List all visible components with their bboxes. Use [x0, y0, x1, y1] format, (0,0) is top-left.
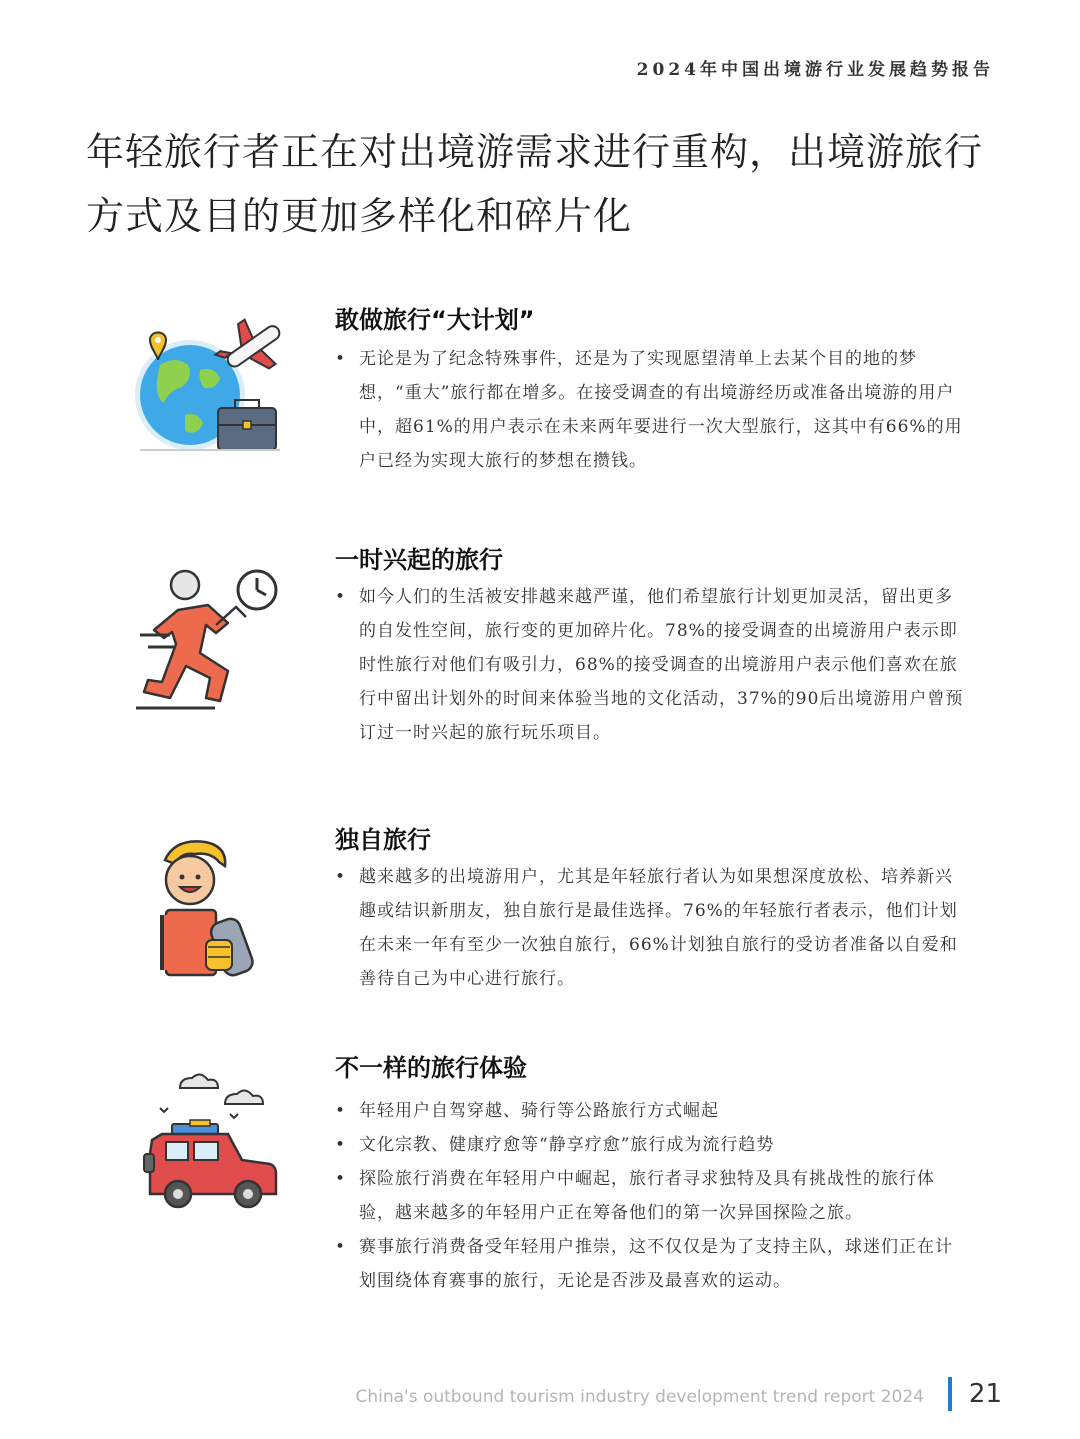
report-header-title: 2024年中国出境游行业发展趋势报告: [636, 60, 994, 80]
footer-divider: [948, 1377, 952, 1411]
bullet-list: [335, 860, 965, 996]
section-solo-travel: [0, 820, 1080, 1020]
section-spontaneous: [0, 540, 1080, 770]
list-item: • 文化宗教、健康疗愈等“静享疗愈”旅行成为流行趋势: [335, 1128, 965, 1162]
bullet-list: [335, 1094, 965, 1298]
list-item: • 无论是为了纪念特殊事件，还是为了实现愿望清单上去某个目的地的梦想，“重大”旅行都在增多。在接受调查的有出境游经历或准备出境游的用户中，超61%的用户表示在未来两年要进行一次大型旅行，这其中有66%的用户已经为实现大旅行的梦想在攒钱。: [335, 342, 965, 478]
backpacker-icon: [130, 835, 290, 985]
globe-plane-suitcase-icon: [130, 310, 290, 460]
list-item: • 赛事旅行消费备受年轻用户推崇，这不仅仅是为了支持主队，球迷们正在计划围绕体育赛事的旅行，无论是否涉及最喜欢的运动。: [335, 1230, 965, 1298]
page-title: 年轻旅行者正在对出境游需求进行重构，出境游旅行方式及目的更加多样化和碎片化: [86, 130, 984, 238]
page-number: 21: [968, 1379, 1002, 1409]
running-person-clock-icon: [130, 565, 290, 715]
section-title: 独自旅行: [335, 826, 431, 854]
bullet-list: [335, 580, 965, 750]
section-big-plan: [0, 290, 1080, 490]
road-trip-car-icon: [130, 1070, 290, 1220]
section-title: 不一样的旅行体验: [335, 1054, 527, 1082]
bullet-list: [335, 342, 965, 478]
list-item: • 越来越多的出境游用户，尤其是年轻旅行者认为如果想深度放松、培养新兴趣或结识新朋友，独自旅行是最佳选择。76%的年轻旅行者表示，他们计划在未来一年有至少一次独自旅行，66%计划独自旅行的受访者准备以自爱和善待自己为中心进行旅行。: [335, 860, 965, 996]
list-item: • 探险旅行消费在年轻用户中崛起，旅行者寻求独特及具有挑战性的旅行体验，越来越多的年轻用户正在筹备他们的第一次异国探险之旅。: [335, 1162, 965, 1230]
list-item: • 如今人们的生活被安排越来越严谨，他们希望旅行计划更加灵活，留出更多的自发性空间，旅行变的更加碎片化。78%的接受调查的出境游用户表示即时性旅行对他们有吸引力，68%的接受调查的出境游用户表示他们喜欢在旅行中留出计划外的时间来体验当地的文化活动，37%的90后出境游用户曾预订过一时兴起的旅行玩乐项目。: [335, 580, 965, 750]
section-title: 一时兴起的旅行: [335, 546, 503, 574]
list-item: • 年轻用户自驾穿越、骑行等公路旅行方式崛起: [335, 1094, 965, 1128]
footer-english-title: China's outbound tourism industry development trend report 2024: [355, 1387, 924, 1407]
section-title: 敢做旅行“大计划”: [335, 306, 535, 334]
section-different-experience: [0, 1048, 1080, 1348]
